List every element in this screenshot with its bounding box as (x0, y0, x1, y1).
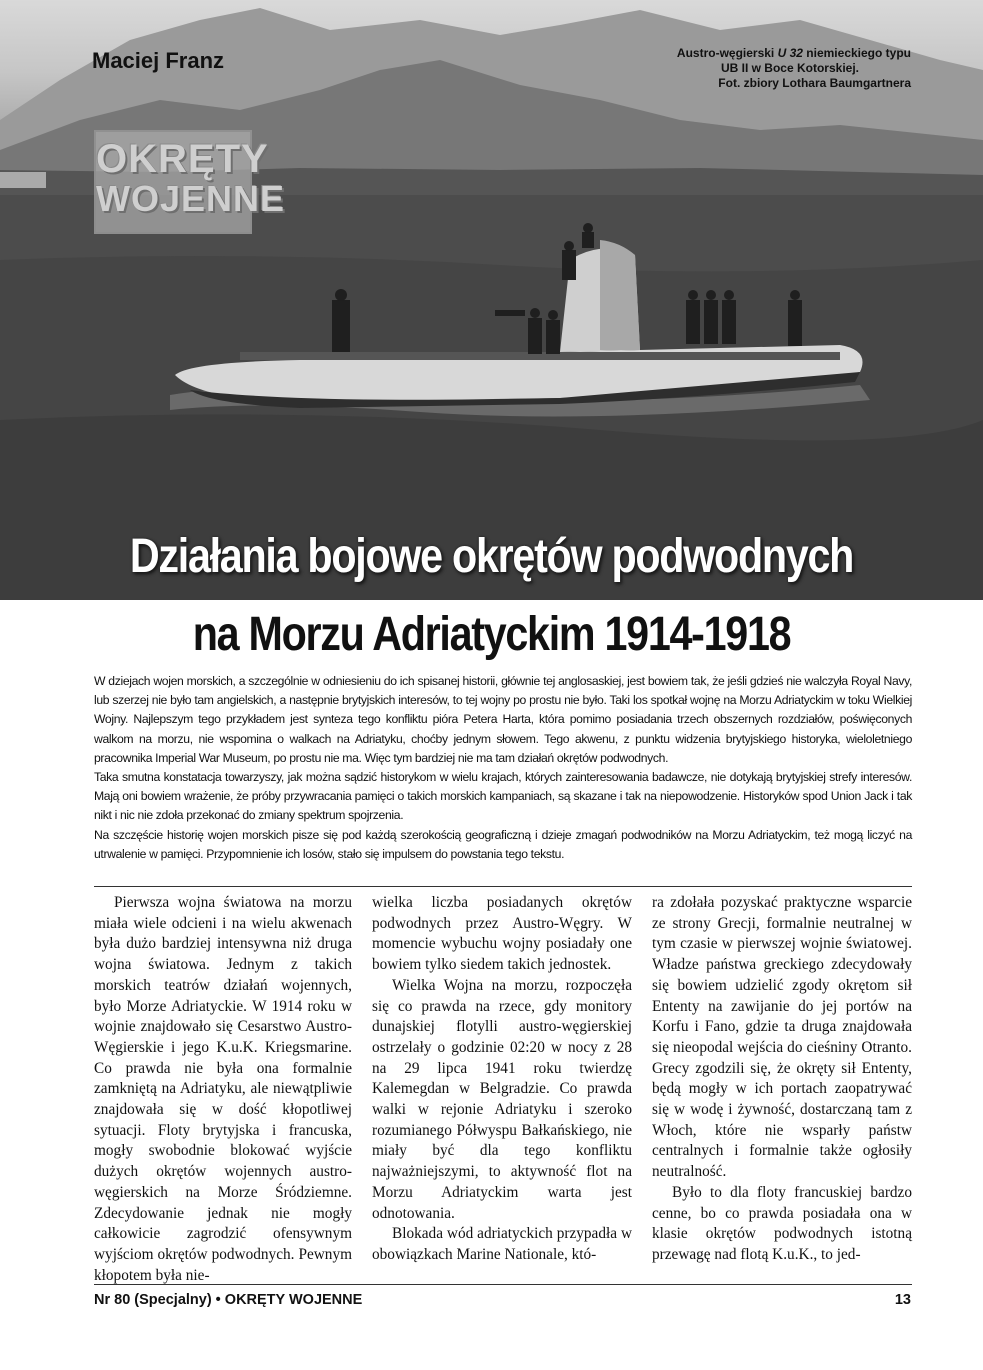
lead-paragraph: W dziejach wojen morskich, a szczególnie w odniesieniu do ich spisanej historii, głównie tej anglosaskiej, jest bowiem tak, że jeśli gdzieś nie walczyła Royal Navy, lub szerzej nie było tam angielskich, a następnie brytyjskich interesów, to tej wojny po prostu nie było. Taki los spotkał wojnę na Morzu Adriatyckim w toku Wielkiej Wojny. Najlepszym tego przykładem jest synteza tego konfliktu pióra Petera Harta, która pomimo posiadania trzech obszernych rozdziałów, poświęconych walkom na morzu, nie wspomina o walkach na Adriatyku, choćby jednym słowem. Tego akwenu, z punktu widzenia brytyjskiego historyka, wieloletniego pracownika Imperial War Museum, po prostu nie ma. Więc tym bardziej nie ma tam działań okrętów podwodnych. (94, 674, 912, 765)
okrety-wojenne-logo (94, 130, 286, 234)
body-paragraph: Pierwsza wojna światowa na morzu miała wiele odcieni i na wielu akwenach była dużo bardziej intensywna niż druga wojna światowa. Jednym z takich morskich teatrów działań wojennych, było Morze Adriatyckie. W 1914 roku w wojnie znajdowało się Cesarstwo Austro-Węgierskie i jego K.u.K. Kriegsmarine. Co prawda nie była ona formalnie zamkniętą na Adriatyku, ale niewątpliwie znajdowała się w dość kłopotliwej sytuacji. Floty brytyjska i francuska, mogły swobodnie blokować wyjście dużych okrętów wojennych austro-węgierskich na Morze Śródziemne. Zdecydowanie jednak nie mogły całkowicie zagrodzić ofensywnym wyjściom okrętów podwodnych. Pewnym kłopotem była nie- (94, 894, 352, 1284)
footer-divider (94, 1284, 912, 1285)
body-paragraph: ra zdołała pozyskać praktyczne wsparcie ze strony Grecji, formalnie neutralnej w tym czasie w pierwszej wojnie światowej. Władze państwa greckiego zdecydowały się bowiem udzielić zgody okrętom sił Ententy na zawijanie do jej portów na Korfu i Fano, gdzie ta druga znajdowała się nieopodal wejścia do cieśniny Otranto. Grecy zgodzili się, że okręty sił Ententy, będą mogły w ich portach zaopatrywać się w wodę i żywność, dostarczaną tam z Włoch, które nie wsparły państw centralnych i formalnie także ogłosiły neutralność. (652, 894, 912, 1181)
article-title-line-1: Działania bojowe okrętów podwodnych (129, 530, 854, 583)
caption-credit: Fot. zbiory Lothara Baumgartnera (718, 76, 911, 90)
distant-ship (0, 172, 46, 188)
lead-paragraph: Na szczęście historię wojen morskich pisze się pod każdą szerokością geograficzną i dzieje zmagań podwodników na Morzu Adriatyckim, też mogą liczyć na utrwalenie w pamięci. Przypomnienie ich losów, stało się impulsem do powstania tego tekstu. (94, 827, 912, 861)
page-number: 13 (894, 1292, 911, 1308)
lead-paragraph: Taka smutna konstatacja towarzyszy, jak można sądzić historykom w wielu krajach, których zainteresowania badawcze, nie dotykają brytyjskiej strefy interesów. Mają oni bowiem wrażenie, że próby przywracania pamięci o takich morskich kampaniach, są skazane i tak na niepowodzenie. Historyków spod Union Jack i tak nikt i nic nie zdoła przekonać do zmiany spektrum spojrzenia. (94, 770, 912, 823)
author-name: Maciej Franz (92, 48, 225, 73)
caption-line-2: UB II w Boce Kotorskiej. (720, 61, 859, 75)
article-title-line-2: na Morzu Adriatyckim 1914-1918 (192, 608, 791, 661)
footer-issue-label: Nr 80 (Specjalny) • OKRĘTY WOJENNE (94, 1292, 363, 1308)
hero-photo (0, 0, 983, 600)
photo-caption (591, 46, 911, 91)
body-paragraph: Blokada wód adriatyckich przypadła w obowiązkach Marine Nationale, któ- (372, 1225, 632, 1263)
logo-line-2: WOJENNE (96, 178, 286, 219)
caption-text: Austro-węgierski (676, 46, 778, 60)
body-paragraph: wielka liczba posiadanych okrętów podwodnych przez Austro-Węgry. W momencie wybuchu wojny posiadały one bowiem tylko siedem takich jednostek. (372, 894, 632, 974)
lead-divider (94, 886, 912, 887)
caption-text: niemieckiego typu (802, 46, 911, 60)
caption-vessel-name: U 32 (777, 46, 803, 60)
article-lead (94, 672, 912, 864)
caption-line-1 (677, 46, 911, 60)
body-column-2 (372, 893, 632, 1266)
logo-line-1: OKRĘTY (96, 137, 269, 181)
body-column-1 (94, 893, 352, 1286)
conning-tower-shade (600, 240, 640, 350)
body-column-3 (652, 893, 912, 1266)
body-paragraph: Było to dla floty francuskiej bardzo cenne, bo co prawda posiadała ona w klasie okrętów podwodnych istotną przewagę nad flotą K.u.K., to jed- (652, 1183, 912, 1263)
body-paragraph: Wielka Wojna na morzu, rozpoczęła się co prawda na rzece, gdy monitory dunajskiej flotylli austro-węgierskiej ostrzelały o godzinie 02:20 w nocy z 28 na 29 lipca 1941 roku twierdzę Kalemegdan w Belgradzie. Co prawda walki w rejonie Adriatyku i szeroko rozumianego Półwyspu Bałkańskiego, nie miały być dla tego konfliktu najważniejszymi, to aktywność flot na Morzu Adriatyckim warta jest odnotowania. (372, 976, 632, 1222)
